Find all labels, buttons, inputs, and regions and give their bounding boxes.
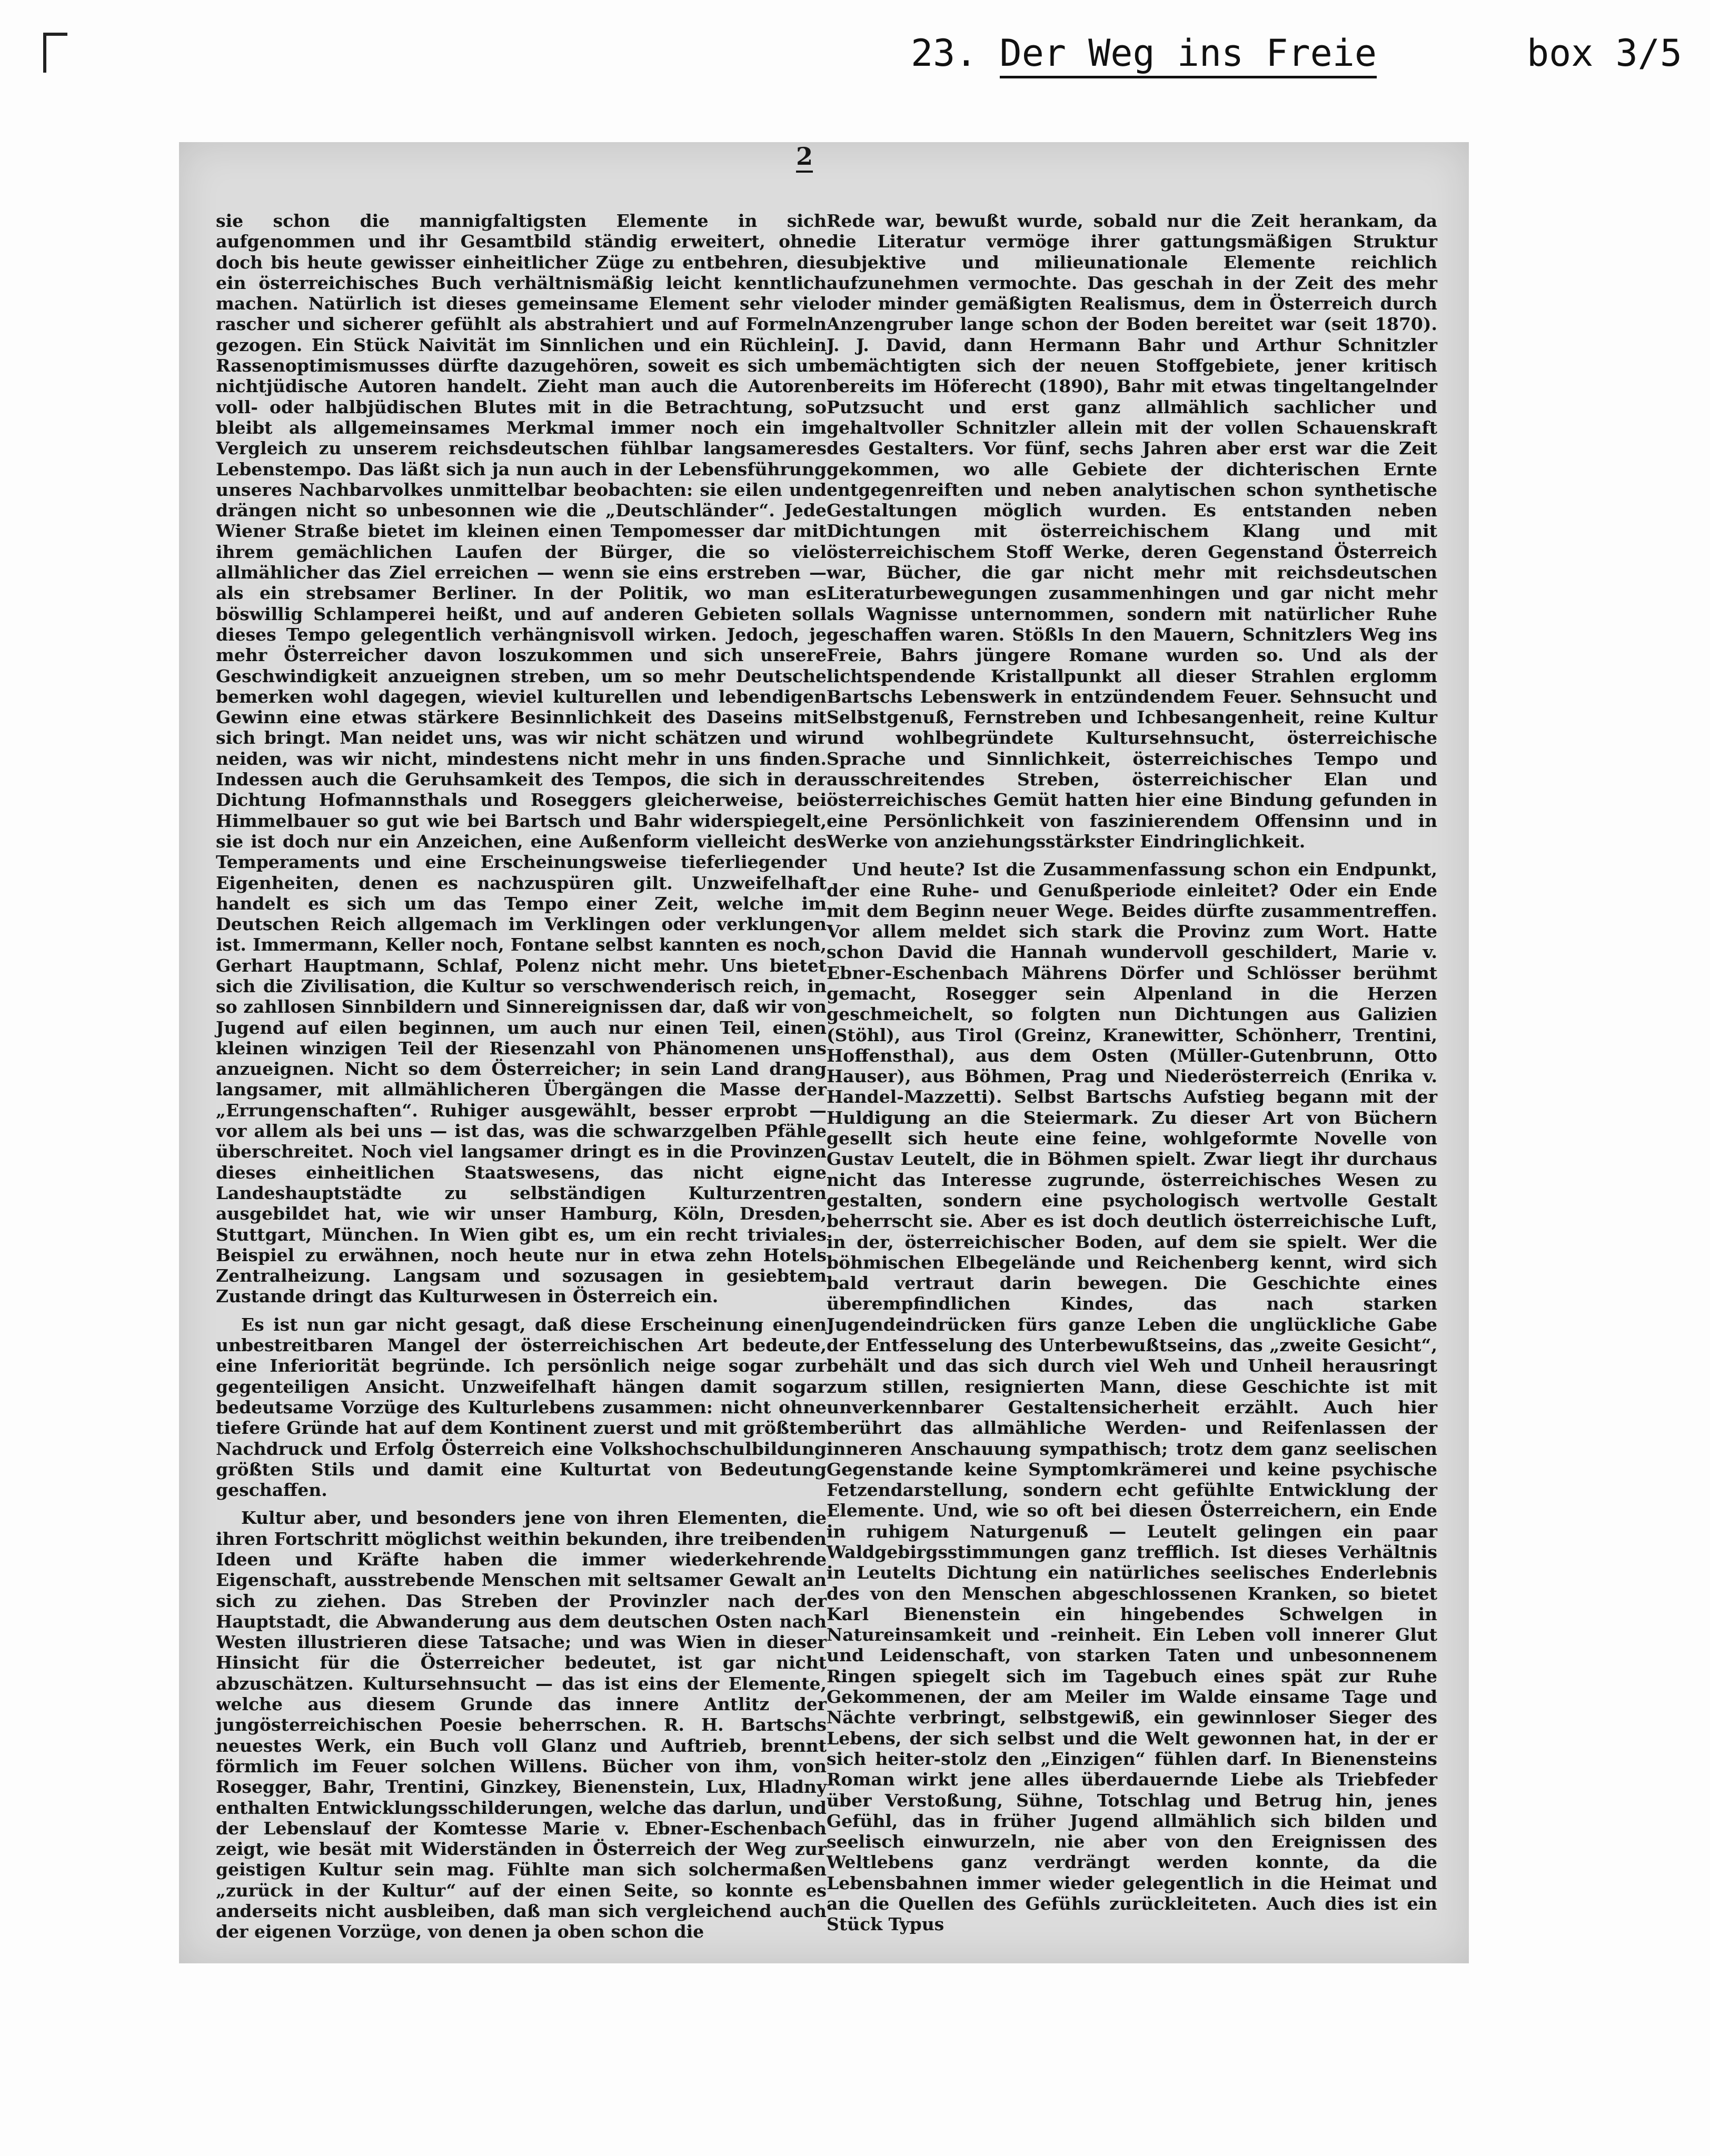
newspaper-clipping: [179, 142, 1469, 1963]
archive-title-number: 23.: [911, 32, 978, 75]
box-label: box 3/5: [1527, 32, 1683, 75]
left-column: [216, 211, 827, 1942]
paragraph: Rede war, bewußt wurde, sobald nur die Zeit herankam, da die Literatur vermöge ihrer gattungsmäßigen Struktur subjektive und milieunationale Elemente reichlich aufzunehmen vermochte. Das geschah in der Zeit des mehr oder minder gemäßigten Realismus, dem in Österreich durch Anzengruber lange schon der Boden bereitet war (seit 1870). J. J. David, dann Hermann Bahr und Arthur Schnitzler bemächtigten sich der neuen Stoffgebiete, jener kritisch bereits im Höferecht (1890), Bahr mit etwas tingeltangelnder Putzsucht und erst ganz allmählich sachlicher und gehaltvoller Schnitzler allein mit der vollen Schauenskraft des Gestalters. Vor fünf, sechs Jahren aber erst war die Zeit gekommen, wo alle Gebiete der dichterischen Ernte entgegenreiften und neben analytischen schon synthetische Gestaltungen möglich wurden. Es entstanden neben Dichtungen mit österreichischem Klang und mit österreichischem Stoff Werke, deren Gegenstand Österreich war, Bücher, die gar nicht mehr mit reichsdeutschen Literaturbewegungen zusammenhingen und gar nicht mehr als Wagnisse unternommen, sondern mit natürlicher Ruhe geschaffen waren. Stößls In den Mauern, Schnitzlers Weg ins Freie, Bahrs jüngere Romane wurden so. Und als der lichtspendende Kristallpunkt all dieser Strahlen erglomm Bartschs Lebenswerk in entzündendem Feuer. Sehnsucht und Selbstgenuß, Fernstreben und Ichbesangenheit, reine Kultur und wohlbegründete Kultursehnsucht, österreichische Sprache und Sinnlichkeit, österreichisches Tempo und ausschreitendes Streben, österreichischer Elan und österreichisches Gemüt hatten hier eine Bindung gefunden in eine Persönlichkeit von faszinierendem Offensinn und in Werke von anziehungsstärkster Eindringlichkeit.: [827, 211, 1437, 852]
paragraph: Und heute? Ist die Zusammenfassung schon ein Endpunkt, der eine Ruhe- und Genußperiode einleitet? Oder ein Ende mit dem Beginn neuer Wege. Beides dürfte zusammentreffen. Vor allem meldet sich stark die Provinz zum Wort. Hatte schon David die Hannah wundervoll geschildert, Marie v. Ebner-Eschenbach Mährens Dörfer und Schlösser berühmt gemacht, Rosegger sein Alpenland in die Herzen geschmeichelt, so folgten nun Dichtungen aus Galizien (Stöhl), aus Tirol (Greinz, Kranewitter, Schönherr, Trentini, Hoffensthal), aus dem Osten (Müller-Gutenbrunn, Otto Hauser), aus Böhmen, Prag und Niederösterreich (Enrika v. Handel-Mazzetti). Selbst Bartschs Aufstieg begann mit der Huldigung an die Steiermark. Zu dieser Art von Büchern gesellt sich heute eine feine, wohlgeformte Novelle von Gustav Leutelt, die in Böhmen spielt. Zwar liegt ihr durchaus nicht das Interesse zugrunde, österreichisches Wesen zu gestalten, sondern eine psychologisch wertvolle Gestalt beherrscht sie. Aber es ist doch deutlich österreichische Luft, in der, österreichischer Boden, auf dem sie spielt. Wer die böhmischen Elbegelände und Reichenberg kennt, wird sich bald vertraut darin bewegen. Die Geschichte eines überempfindlichen Kindes, das nach starken Jugendeindrücken fürs ganze Leben die unglückliche Gabe der Entfesselung des Unterbewußtseins, das „zweite Gesicht“, behält und das sich durch viel Weh und Unheil herausringt zum stillen, resignierten Mann, diese Geschichte ist mit unverkennbarer Gestaltensicherheit erzählt. Auch hier berührt das allmähliche Werden- und Reifenlassen der inneren Anschauung sympathisch; trotz dem ganz seelischen Gegenstande keine Symptomkrämerei und keine psychische Fetzendarstellung, sondern echt gefühlte Entwicklung der Elemente. Und, wie so oft bei diesen Österreichern, ein Ende in ruhigem Naturgenuß — Leutelt gelingen ein paar Waldgebirgsstimmungen ganz trefflich. Ist dieses Verhältnis in Leutelts Dichtung ein natürliches seelisches Enderlebnis des von den Menschen abgeschlossenen Kranken, so bietet Karl Bienenstein ein hingebendes Schwelgen in Natureinsamkeit und -reinheit. Ein Leben voll innerer Glut und Leidenschaft, von starken Taten und unbesonnenem Ringen spiegelt sich im Tagebuch eines spät zur Ruhe Gekommenen, der am Meiler im Walde einsame Tage und Nächte verbringt, selbstgewiß, ein gewinnloser Sieger des Lebens, der sich selbst und die Welt gewonnen hat, in der er sich heiter-stolz den „Einzigen“ fühlen darf. In Bienensteins Roman wirkt jene alles überdauernde Liebe als Triebfeder über Verstoßung, Sühne, Totschlag und Betrug hin, jenes Gefühl, das in früher Jugend allmählich sich bilden und seelisch einwurzeln, nie aber von den Ereignissen des Weltlebens ganz verdrängt werden konnte, da die Lebensbahnen immer wieder gelegentlich in die Heimat und an die Quellen des Gefühls zurückleiteten. Auch dies ist ein Stück Typus: [827, 859, 1437, 1935]
paragraph: Kultur aber, und besonders jene von ihren Elementen, die ihren Fortschritt möglichst weithin bekunden, ihre treibenden Ideen und Kräfte haben die immer wiederkehrende Eigenschaft, ausstrebende Menschen mit seltsamer Gewalt an sich zu ziehen. Das Streben der Provinzler nach der Hauptstadt, die Abwanderung aus dem deutschen Osten nach Westen illustrieren diese Tatsache; und was Wien in dieser Hinsicht für die Österreicher bedeutet, ist gar nicht abzuschätzen. Kultursehnsucht — das ist eins der Elemente, welche aus diesem Grunde das innere Antlitz der jungösterreichischen Poesie beherrschen. R. H. Bartschs neuestes Werk, ein Buch voll Glanz und Auftrieb, brennt förmlich im Feuer solchen Willens. Bücher von ihm, von Rosegger, Bahr, Trentini, Ginzkey, Bienenstein, Lux, Hladny enthalten Entwicklungsschilderungen, welche das darlun, und der Lebenslauf der Komtesse Marie v. Ebner-Eschenbach zeigt, wie besät mit Widerständen in Österreich der Weg zur geistigen Kultur sein mag. Fühlte man sich solchermaßen „zurück in der Kultur“ auf der einen Seite, so konnte es anderseits nicht ausbleiben, daß man sich vergleichend auch der eigenen Vorzüge, von denen ja oben schon die: [216, 1508, 827, 1942]
archive-title: [911, 32, 1377, 75]
paragraph: sie schon die mannigfaltigsten Elemente in sich aufgenommen und ihr Gesamtbild ständig erweitert, ohne doch bis heute gewisser einheitlicher Züge zu entbehren, die ein österreichisches Buch verhältnismäßig leicht kenntlich machen. Natürlich ist dieses gemeinsame Element sehr viel rascher und sicherer gefühlt als abstrahiert und auf Formeln gezogen. Ein Stück Naivität im Sinnlichen und ein Rüchlein Rassenoptimismusses dürfte dazugehören, soweit es sich um nichtjüdische Autoren handelt. Zieht man auch die Autoren voll- oder halbjüdischen Blutes mit in die Betrachtung, so bleibt als allgemeinsames Merkmal immer noch ein im Vergleich zu unserem reichsdeutschen fühlbar langsameres Lebenstempo. Das läßt sich ja nun auch in der Lebensführung unseres Nachbarvolkes unmittelbar beobachten: sie eilen und drängen nicht so unbesonnen wie die „Deutschländer“. Jede Wiener Straße bietet im kleinen einen Tempomesser dar mit ihrem gemächlichen Laufen der Bürger, die so viel allmählicher das Ziel erreichen — wenn sie eins erstreben — als ein strebsamer Berliner. In der Politik, wo man es böswillig Schlamperei heißt, und auf anderen Gebieten soll dieses Tempo gelegentlich verhängnisvoll wirken. Jedoch, je mehr Österreicher davon loszukommen und sich unsere Geschwindigkeit anzueignen streben, um so mehr Deutsche bemerken wohl dagegen, wieviel kulturellen und lebendigen Gewinn eine etwas stärkere Besinnlichkeit des Daseins mit sich bringt. Man neidet uns, was wir nicht schätzen und wir neiden, was wir nicht, mindestens nicht mehr in uns finden. Indessen auch die Geruhsamkeit des Tempos, die sich in der Dichtung Hofmannsthals und Roseggers gleicherweise, bei Himmelbauer so gut wie bei Bartsch und Bahr widerspiegelt, sie ist doch nur ein Anzeichen, eine Außenform vielleicht des Temperaments und eine Erscheinungsweise tieferliegender Eigenheiten, denen es nachzuspüren gilt. Unzweifelhaft handelt es sich um das Tempo einer Zeit, welche im Deutschen Reich allgemach im Verklingen oder verklungen ist. Immermann, Keller noch, Fontane selbst kannten es noch, Gerhart Hauptmann, Schlaf, Polenz nicht mehr. Uns bietet sich die Zivilisation, die Kultur so verschwenderisch reich, in so zahllosen Sinnbildern und Sinnereignissen dar, daß wir von Jugend auf eilen beginnen, um auch nur einen Teil, einen kleinen winzigen Teil der Riesenzahl von Phänomenen uns anzueignen. Nicht so dem Österreicher; in sein Land drang langsamer, mit allmählicheren Übergängen die Masse der „Errungenschaften“. Ruhiger ausgewählt, besser erprobt — vor allem als bei uns — ist das, was die schwarzgelben Pfähle überschreitet. Noch viel langsamer dringt es in die Provinzen dieses einheitlichen Staatswesens, das nicht eigne Landeshauptstädte zu selbständigen Kulturzentren ausgebildet hat, wie wir unser Hamburg, Köln, Dresden, Stuttgart, München. In Wien gibt es, um ein recht triviales Beispiel zu erwähnen, noch heute nur in etwa zehn Hotels Zentralheizung. Langsam und sozusagen in gesiebtem Zustande dringt das Kulturwesen in Österreich ein.: [216, 211, 827, 1307]
right-column: [827, 211, 1437, 1935]
paragraph: Es ist nun gar nicht gesagt, daß diese Erscheinung einen unbestreitbaren Mangel der österreichischen Art bedeute, eine Inferiorität begründe. Ich persönlich neige sogar zur gegenteiligen Ansicht. Unzweifelhaft hängen damit sogar bedeutsame Vorzüge des Kulturlebens zusammen: nicht ohne tiefere Gründe hat auf dem Kontinent zuerst und mit größtem Nachdruck und Erfolg Österreich eine Volkshochschulbildung größten Stils und damit eine Kulturtat von Bedeutung geschaffen.: [216, 1314, 827, 1501]
page-number: 2: [796, 142, 813, 173]
corner-crop-mark: [43, 33, 67, 73]
archive-title-text: Der Weg ins Freie: [1000, 32, 1377, 78]
